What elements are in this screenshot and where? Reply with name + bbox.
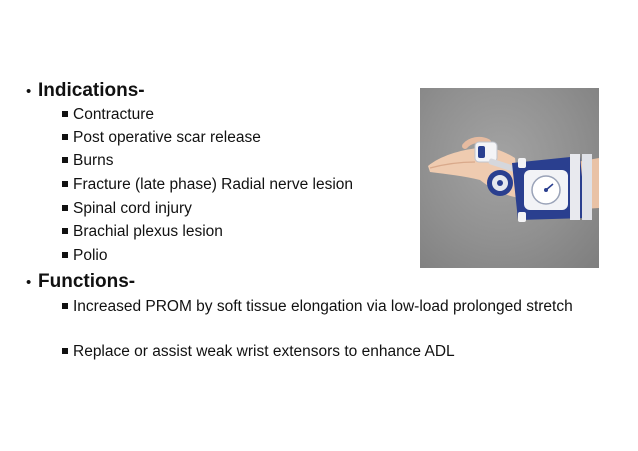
section-title: Functions- xyxy=(38,271,136,292)
list-item xyxy=(62,105,154,124)
square-bullet-icon xyxy=(62,157,68,163)
list-item xyxy=(62,297,573,316)
list-item-text: Increased PROM by soft tissue elongation via low-load prolonged stretch xyxy=(73,298,573,315)
bullet-icon: • xyxy=(26,83,32,100)
section-title: Indications- xyxy=(38,80,145,101)
list-item-text: Spinal cord injury xyxy=(73,200,192,217)
section-heading-functions xyxy=(26,271,135,293)
list-item-text: Replace or assist weak wrist extensors to enhance ADL xyxy=(73,343,455,360)
square-bullet-icon xyxy=(62,134,68,140)
square-bullet-icon xyxy=(62,181,68,187)
square-bullet-icon xyxy=(62,348,68,354)
bullet-icon: • xyxy=(26,274,32,291)
list-item xyxy=(62,199,192,218)
list-item xyxy=(62,246,107,265)
list-item-text: Polio xyxy=(73,247,108,264)
list-item-text: Contracture xyxy=(73,106,154,123)
list-item xyxy=(62,151,114,170)
list-item xyxy=(62,222,223,241)
list-item xyxy=(62,128,261,147)
list-item xyxy=(62,342,455,361)
list-item-text: Brachial plexus lesion xyxy=(73,223,223,240)
list-item-text: Post operative scar release xyxy=(73,129,261,146)
square-bullet-icon xyxy=(62,111,68,117)
list-item-text: Fracture (late phase) Radial nerve lesion xyxy=(73,176,353,193)
list-item xyxy=(62,175,353,194)
square-bullet-icon xyxy=(62,205,68,211)
square-bullet-icon xyxy=(62,303,68,309)
list-item-text: Burns xyxy=(73,152,114,169)
section-heading-indications xyxy=(26,80,145,102)
square-bullet-icon xyxy=(62,252,68,258)
square-bullet-icon xyxy=(62,228,68,234)
wrist-splint-photo xyxy=(420,88,599,268)
wrist-splint-illustration xyxy=(420,88,599,268)
